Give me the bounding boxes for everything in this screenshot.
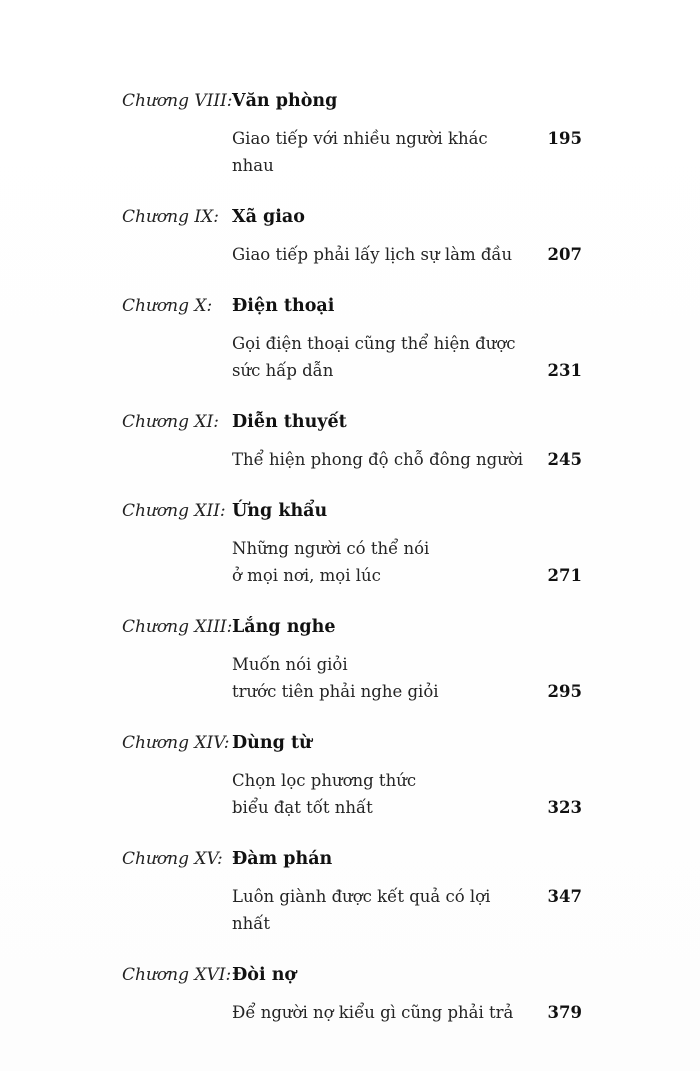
- description-line: [232, 562, 582, 589]
- chapter-description: [232, 330, 582, 384]
- chapter-title: Dùng từ: [232, 733, 312, 753]
- toc-entry-xi: [122, 409, 582, 473]
- chapter-title: Đàm phán: [232, 849, 333, 869]
- page-number: 195: [547, 129, 582, 148]
- description-text: sức hấp dẫn: [232, 361, 334, 380]
- description-text: Giao tiếp với nhiều người khác nhau: [232, 129, 488, 175]
- description-text: Muốn nói giỏi: [232, 655, 348, 674]
- chapter-label: Chương XIII:: [122, 617, 233, 637]
- description-text: Những người có thể nói: [232, 539, 430, 558]
- chapter-label: Chương XII:: [122, 501, 226, 521]
- toc-entry-xii: [122, 498, 582, 589]
- description-line: [232, 767, 582, 794]
- chapter-description: [232, 446, 582, 473]
- description-line: [232, 125, 582, 179]
- description-text: Gọi điện thoại cũng thể hiện được: [232, 334, 516, 353]
- description-line: [232, 330, 582, 357]
- description-line: [232, 999, 582, 1026]
- page-number: 295: [547, 682, 582, 701]
- chapter-label: Chương XI:: [122, 412, 219, 432]
- toc-entry-ix: [122, 204, 582, 268]
- description-line: [232, 357, 582, 384]
- toc-entry-xiv: [122, 730, 582, 821]
- chapter-label: Chương XVI:: [122, 965, 232, 985]
- description-line: [232, 535, 582, 562]
- page-number: 379: [547, 1003, 582, 1022]
- description-text: Chọn lọc phương thức: [232, 771, 417, 790]
- chapter-label: Chương X:: [122, 296, 213, 316]
- description-text: Giao tiếp phải lấy lịch sự làm đầu: [232, 245, 513, 264]
- toc-entry-x: [122, 293, 582, 384]
- chapter-title: Lắng nghe: [232, 617, 336, 637]
- description-text: Thể hiện phong độ chỗ đông người: [232, 450, 524, 469]
- description-text: trước tiên phải nghe giỏi: [232, 682, 439, 701]
- chapter-title: Đòi nợ: [232, 965, 297, 985]
- chapter-description: [232, 125, 582, 179]
- description-line: [232, 241, 582, 268]
- toc-entry-xiii: [122, 614, 582, 705]
- page-number: 271: [547, 566, 582, 585]
- toc-entry-xv: [122, 846, 582, 937]
- chapter-description: [232, 883, 582, 937]
- chapter-description: [232, 535, 582, 589]
- description-text: ở mọi nơi, mọi lúc: [232, 566, 381, 585]
- page-number: 245: [547, 450, 582, 469]
- toc-entry-xvi: [122, 962, 582, 1026]
- chapter-label: Chương XV:: [122, 849, 223, 869]
- chapter-description: [232, 767, 582, 821]
- chapter-label: Chương VIII:: [122, 91, 233, 111]
- page-number: 347: [547, 887, 582, 906]
- chapter-title: Ứng khẩu: [232, 501, 328, 521]
- chapter-title: Điện thoại: [232, 296, 335, 316]
- description-line: [232, 446, 582, 473]
- chapter-label: Chương XIV:: [122, 733, 230, 753]
- description-line: [232, 678, 582, 705]
- chapter-title: Diễn thuyết: [232, 412, 347, 432]
- page-number: 323: [547, 798, 582, 817]
- description-line: [232, 883, 582, 937]
- chapter-description: [232, 241, 582, 268]
- description-text: Để người nợ kiểu gì cũng phải trả: [232, 1003, 514, 1022]
- description-line: [232, 651, 582, 678]
- chapter-title: Văn phòng: [232, 91, 338, 111]
- description-text: biểu đạt tốt nhất: [232, 798, 373, 817]
- chapter-label: Chương IX:: [122, 207, 219, 227]
- chapter-description: [232, 999, 582, 1026]
- description-line: [232, 794, 582, 821]
- toc-entry-viii: [122, 88, 582, 179]
- page-number: 231: [547, 361, 582, 380]
- page-number: 207: [547, 245, 582, 264]
- description-text: Luôn giành được kết quả có lợi nhất: [232, 887, 491, 933]
- chapter-title: Xã giao: [232, 207, 305, 227]
- chapter-description: [232, 651, 582, 705]
